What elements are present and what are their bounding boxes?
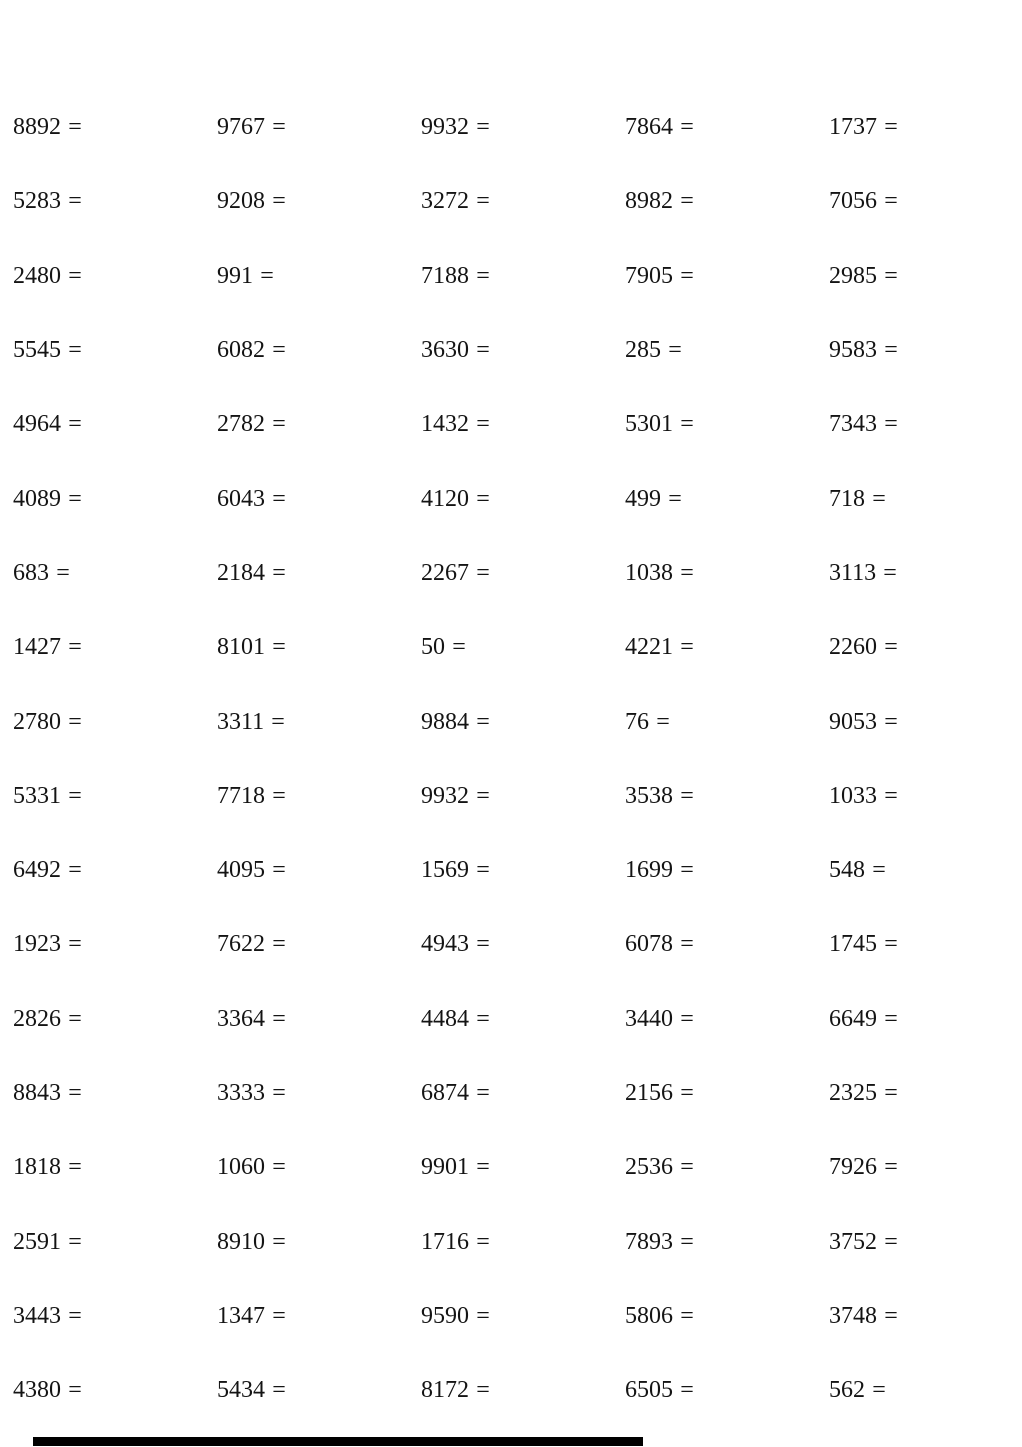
- problem-number: 1038: [625, 559, 673, 586]
- problem-cell: [829, 1155, 1022, 1179]
- problem-cell: [625, 932, 829, 956]
- problem-cell: [217, 264, 421, 288]
- problem-number: 3272: [421, 188, 469, 215]
- problem-number: 2780: [13, 708, 61, 735]
- problem-number: 3113: [829, 559, 877, 586]
- problem-cell: [829, 635, 1022, 659]
- problem-cell: [421, 1155, 625, 1179]
- problem-row: [13, 759, 1022, 833]
- equals-sign: =: [872, 1377, 886, 1404]
- equals-sign: =: [668, 485, 682, 512]
- problem-row: [13, 1353, 1022, 1427]
- equals-sign: =: [884, 411, 898, 438]
- problem-number: 9932: [421, 782, 469, 809]
- problem-number: 1569: [421, 857, 469, 884]
- equals-sign: =: [680, 634, 694, 661]
- problem-number: 2480: [13, 262, 61, 289]
- problem-number: 1745: [829, 931, 877, 958]
- equals-sign: =: [884, 1080, 898, 1106]
- problem-cell: [829, 189, 1022, 213]
- equals-sign: =: [872, 485, 886, 512]
- problem-cell: [625, 487, 829, 511]
- problem-cell: [421, 338, 625, 362]
- problem-cell: [217, 338, 421, 362]
- equals-sign: =: [476, 337, 490, 364]
- problem-row: [13, 461, 1022, 535]
- equals-sign: =: [272, 411, 286, 438]
- problem-cell: [421, 1230, 625, 1254]
- problem-row: [13, 610, 1022, 684]
- problem-number: 1716: [421, 1228, 469, 1255]
- problem-cell: [829, 338, 1022, 362]
- problem-cell: [13, 710, 217, 734]
- equals-sign: =: [476, 857, 490, 884]
- problem-number: 3752: [829, 1228, 877, 1255]
- equals-sign: =: [668, 337, 682, 364]
- problem-cell: [829, 1007, 1022, 1031]
- equals-sign: =: [272, 1228, 286, 1255]
- equals-sign: =: [68, 857, 82, 884]
- problem-cell: [13, 1304, 217, 1328]
- equals-sign: =: [260, 262, 274, 289]
- problem-number: 4943: [421, 931, 469, 958]
- problem-number: 1432: [421, 411, 469, 438]
- problem-cell: [217, 1155, 421, 1179]
- equals-sign: =: [476, 485, 490, 512]
- problem-number: 548: [829, 857, 865, 884]
- equals-sign: =: [272, 931, 286, 958]
- problem-cell: [829, 932, 1022, 956]
- problem-cell: [625, 858, 829, 882]
- problem-row: [13, 1056, 1022, 1130]
- equals-sign: =: [272, 1005, 286, 1032]
- equals-sign: =: [680, 1228, 694, 1255]
- problem-cell: [13, 338, 217, 362]
- equals-sign: =: [884, 1154, 898, 1181]
- problem-number: 7864: [625, 114, 673, 141]
- equals-sign: =: [68, 708, 82, 735]
- problem-number: 7343: [829, 411, 877, 438]
- problem-cell: [829, 264, 1022, 288]
- equals-sign: =: [272, 114, 286, 141]
- problem-cell: [625, 561, 829, 585]
- problem-cell: [217, 189, 421, 213]
- problem-cell: [217, 1007, 421, 1031]
- problem-cell: [829, 784, 1022, 808]
- problem-row: [13, 1204, 1022, 1278]
- equals-sign: =: [680, 782, 694, 809]
- problem-number: 499: [625, 485, 661, 512]
- problem-row: [13, 313, 1022, 387]
- problem-row: [13, 239, 1022, 313]
- equals-sign: =: [476, 782, 490, 809]
- equals-sign: =: [68, 1228, 82, 1255]
- equals-sign: =: [680, 411, 694, 438]
- problem-number: 3748: [829, 1302, 877, 1329]
- problem-cell: [625, 1304, 829, 1328]
- problem-cell: [421, 487, 625, 511]
- problem-number: 50: [421, 634, 445, 661]
- problem-number: 2782: [217, 411, 265, 438]
- problem-number: 2826: [13, 1005, 61, 1032]
- equals-sign: =: [476, 1080, 490, 1106]
- problem-cell: [625, 1007, 829, 1031]
- equals-sign: =: [476, 559, 490, 586]
- problem-row: [13, 833, 1022, 907]
- problem-row: [13, 684, 1022, 758]
- problem-number: 5331: [13, 782, 61, 809]
- problem-cell: [421, 189, 625, 213]
- equals-sign: =: [68, 1377, 82, 1404]
- scan-artifact-bar: [33, 1437, 643, 1446]
- problem-number: 7718: [217, 782, 265, 809]
- problem-cell: [421, 1007, 625, 1031]
- equals-sign: =: [68, 337, 82, 364]
- equals-sign: =: [680, 931, 694, 958]
- equals-sign: =: [68, 1302, 82, 1329]
- problem-cell: [13, 115, 217, 139]
- problem-cell: [829, 1230, 1022, 1254]
- problem-cell: [625, 338, 829, 362]
- problem-cell: [829, 1378, 1022, 1402]
- problem-cell: [217, 710, 421, 734]
- problem-number: 5806: [625, 1302, 673, 1329]
- problem-number: 76: [625, 708, 649, 735]
- problem-cell: [829, 412, 1022, 436]
- problem-number: 3443: [13, 1302, 61, 1329]
- problem-number: 3630: [421, 337, 469, 364]
- problem-cell: [13, 264, 217, 288]
- problem-cell: [421, 1081, 625, 1105]
- problem-number: 7622: [217, 931, 265, 958]
- problem-cell: [829, 1081, 1022, 1105]
- equals-sign: =: [271, 708, 285, 735]
- problem-number: 2985: [829, 262, 877, 289]
- problem-cell: [829, 115, 1022, 139]
- equals-sign: =: [476, 1377, 490, 1404]
- equals-sign: =: [884, 708, 898, 735]
- equals-sign: =: [884, 188, 898, 215]
- problem-cell: [13, 1007, 217, 1031]
- problem-cell: [217, 858, 421, 882]
- problem-cell: [625, 1155, 829, 1179]
- problem-number: 2156: [625, 1080, 673, 1106]
- problem-number: 9932: [421, 114, 469, 141]
- problem-cell: [421, 264, 625, 288]
- problem-number: 6874: [421, 1080, 469, 1106]
- equals-sign: =: [476, 188, 490, 215]
- problem-number: 9590: [421, 1302, 469, 1329]
- equals-sign: =: [476, 411, 490, 438]
- equals-sign: =: [272, 634, 286, 661]
- problem-cell: [625, 784, 829, 808]
- equals-sign: =: [476, 1228, 490, 1255]
- equals-sign: =: [884, 1005, 898, 1032]
- problem-cell: [421, 858, 625, 882]
- problem-row: [13, 907, 1022, 981]
- problem-number: 8982: [625, 188, 673, 215]
- problem-cell: [217, 1230, 421, 1254]
- problem-number: 6649: [829, 1005, 877, 1032]
- equals-sign: =: [680, 1080, 694, 1106]
- problem-number: 2260: [829, 634, 877, 661]
- problem-number: 4120: [421, 485, 469, 512]
- problem-cell: [829, 561, 1022, 585]
- equals-sign: =: [272, 1154, 286, 1181]
- problem-cell: [13, 635, 217, 659]
- problem-row: [13, 164, 1022, 238]
- problem-number: 3364: [217, 1005, 265, 1032]
- equals-sign: =: [68, 114, 82, 141]
- problem-number: 4484: [421, 1005, 469, 1032]
- problem-cell: [13, 412, 217, 436]
- problem-cell: [625, 635, 829, 659]
- problem-number: 9208: [217, 188, 265, 215]
- equals-sign: =: [656, 708, 670, 735]
- equals-sign: =: [872, 857, 886, 884]
- problem-number: 9767: [217, 114, 265, 141]
- problem-number: 2591: [13, 1228, 61, 1255]
- problem-cell: [829, 858, 1022, 882]
- equals-sign: =: [68, 1154, 82, 1181]
- equals-sign: =: [884, 782, 898, 809]
- problem-cell: [829, 487, 1022, 511]
- equals-sign: =: [884, 931, 898, 958]
- problem-number: 3333: [217, 1080, 265, 1106]
- equals-sign: =: [68, 1080, 82, 1106]
- problem-number: 9583: [829, 337, 877, 364]
- equals-sign: =: [884, 337, 898, 364]
- problem-cell: [217, 412, 421, 436]
- problem-number: 6043: [217, 485, 265, 512]
- problem-number: 1737: [829, 114, 877, 141]
- equals-sign: =: [884, 262, 898, 289]
- problem-number: 2325: [829, 1080, 877, 1106]
- problem-cell: [13, 1155, 217, 1179]
- problem-number: 8172: [421, 1377, 469, 1404]
- equals-sign: =: [68, 262, 82, 289]
- equals-sign: =: [476, 1005, 490, 1032]
- problem-cell: [13, 1230, 217, 1254]
- equals-sign: =: [68, 188, 82, 215]
- problem-number: 7893: [625, 1228, 673, 1255]
- equals-sign: =: [68, 485, 82, 512]
- problem-row: [13, 1279, 1022, 1353]
- problem-number: 1427: [13, 634, 61, 661]
- problem-cell: [217, 487, 421, 511]
- problem-cell: [13, 1378, 217, 1402]
- problem-number: 285: [625, 337, 661, 364]
- problem-cell: [421, 1304, 625, 1328]
- problem-number: 6492: [13, 857, 61, 884]
- problem-cell: [625, 115, 829, 139]
- equals-sign: =: [476, 114, 490, 141]
- problem-row: [13, 90, 1022, 164]
- problem-number: 6078: [625, 931, 673, 958]
- problem-cell: [625, 264, 829, 288]
- equals-sign: =: [884, 114, 898, 141]
- problem-cell: [217, 115, 421, 139]
- problem-number: 5301: [625, 411, 673, 438]
- problem-number: 2184: [217, 559, 265, 586]
- problem-number: 7056: [829, 188, 877, 215]
- equals-sign: =: [68, 931, 82, 958]
- problem-cell: [421, 115, 625, 139]
- equals-sign: =: [476, 708, 490, 735]
- problem-cell: [421, 1378, 625, 1402]
- equals-sign: =: [272, 559, 286, 586]
- problem-number: 1347: [217, 1302, 265, 1329]
- problem-cell: [217, 635, 421, 659]
- problem-cell: [421, 784, 625, 808]
- equals-sign: =: [272, 1080, 286, 1106]
- problem-number: 1699: [625, 857, 673, 884]
- problem-cell: [625, 710, 829, 734]
- problem-number: 4380: [13, 1377, 61, 1404]
- equals-sign: =: [56, 559, 70, 586]
- problem-cell: [421, 710, 625, 734]
- problem-number: 8843: [13, 1080, 61, 1106]
- problem-cell: [625, 412, 829, 436]
- problem-cell: [13, 561, 217, 585]
- problem-row: [13, 982, 1022, 1056]
- problem-number: 6082: [217, 337, 265, 364]
- equals-sign: =: [884, 1302, 898, 1329]
- problem-cell: [13, 858, 217, 882]
- problem-cell: [13, 189, 217, 213]
- problem-number: 2267: [421, 559, 469, 586]
- problem-cell: [829, 1304, 1022, 1328]
- problem-cell: [13, 1081, 217, 1105]
- problem-number: 8892: [13, 114, 61, 141]
- equals-sign: =: [272, 1302, 286, 1329]
- equals-sign: =: [680, 188, 694, 215]
- equals-sign: =: [272, 782, 286, 809]
- problem-number: 9053: [829, 708, 877, 735]
- problem-cell: [421, 932, 625, 956]
- equals-sign: =: [272, 485, 286, 512]
- problem-number: 562: [829, 1377, 865, 1404]
- equals-sign: =: [476, 1154, 490, 1181]
- equals-sign: =: [272, 337, 286, 364]
- problem-number: 9901: [421, 1154, 469, 1181]
- problem-number: 5434: [217, 1377, 265, 1404]
- problem-cell: [217, 932, 421, 956]
- problems-grid: [13, 90, 1022, 1427]
- problem-number: 4221: [625, 634, 673, 661]
- equals-sign: =: [680, 857, 694, 884]
- problem-number: 5545: [13, 337, 61, 364]
- problem-cell: [625, 189, 829, 213]
- equals-sign: =: [680, 1154, 694, 1181]
- equals-sign: =: [272, 857, 286, 884]
- equals-sign: =: [883, 559, 897, 586]
- problem-cell: [625, 1378, 829, 1402]
- problem-cell: [625, 1081, 829, 1105]
- equals-sign: =: [884, 1228, 898, 1255]
- equals-sign: =: [68, 411, 82, 438]
- equals-sign: =: [680, 1377, 694, 1404]
- problem-number: 1818: [13, 1154, 61, 1181]
- equals-sign: =: [884, 634, 898, 661]
- problem-row: [13, 536, 1022, 610]
- problem-cell: [421, 412, 625, 436]
- equals-sign: =: [680, 1005, 694, 1032]
- problem-number: 3311: [217, 708, 265, 735]
- problem-number: 4964: [13, 411, 61, 438]
- problem-cell: [421, 561, 625, 585]
- problem-cell: [13, 932, 217, 956]
- equals-sign: =: [680, 114, 694, 141]
- equals-sign: =: [68, 1005, 82, 1032]
- equals-sign: =: [680, 262, 694, 289]
- problem-number: 7905: [625, 262, 673, 289]
- equals-sign: =: [452, 634, 466, 661]
- equals-sign: =: [272, 1377, 286, 1404]
- problem-number: 3440: [625, 1005, 673, 1032]
- problem-cell: [829, 710, 1022, 734]
- problem-number: 991: [217, 262, 253, 289]
- problem-number: 7926: [829, 1154, 877, 1181]
- problem-cell: [217, 1378, 421, 1402]
- problem-number: 2536: [625, 1154, 673, 1181]
- equals-sign: =: [476, 262, 490, 289]
- problem-cell: [217, 784, 421, 808]
- problem-number: 7188: [421, 262, 469, 289]
- equals-sign: =: [68, 782, 82, 809]
- problem-cell: [13, 487, 217, 511]
- problem-number: 5283: [13, 188, 61, 215]
- equals-sign: =: [476, 1302, 490, 1329]
- problem-number: 6505: [625, 1377, 673, 1404]
- problem-number: 4095: [217, 857, 265, 884]
- problem-number: 1923: [13, 931, 61, 958]
- problem-number: 9884: [421, 708, 469, 735]
- equals-sign: =: [272, 188, 286, 215]
- equals-sign: =: [680, 1302, 694, 1329]
- problem-cell: [13, 784, 217, 808]
- problem-number: 8101: [217, 634, 265, 661]
- problem-number: 1033: [829, 782, 877, 809]
- problem-number: 4089: [13, 485, 61, 512]
- problem-number: 718: [829, 485, 865, 512]
- equals-sign: =: [476, 931, 490, 958]
- equals-sign: =: [680, 559, 694, 586]
- problem-row: [13, 387, 1022, 461]
- problem-cell: [217, 561, 421, 585]
- problem-cell: [217, 1304, 421, 1328]
- problem-number: 8910: [217, 1228, 265, 1255]
- problem-number: 3538: [625, 782, 673, 809]
- problem-cell: [217, 1081, 421, 1105]
- problem-cell: [421, 635, 625, 659]
- equals-sign: =: [68, 634, 82, 661]
- problem-row: [13, 1130, 1022, 1204]
- problem-number: 1060: [217, 1154, 265, 1181]
- problem-cell: [625, 1230, 829, 1254]
- problem-number: 683: [13, 559, 49, 586]
